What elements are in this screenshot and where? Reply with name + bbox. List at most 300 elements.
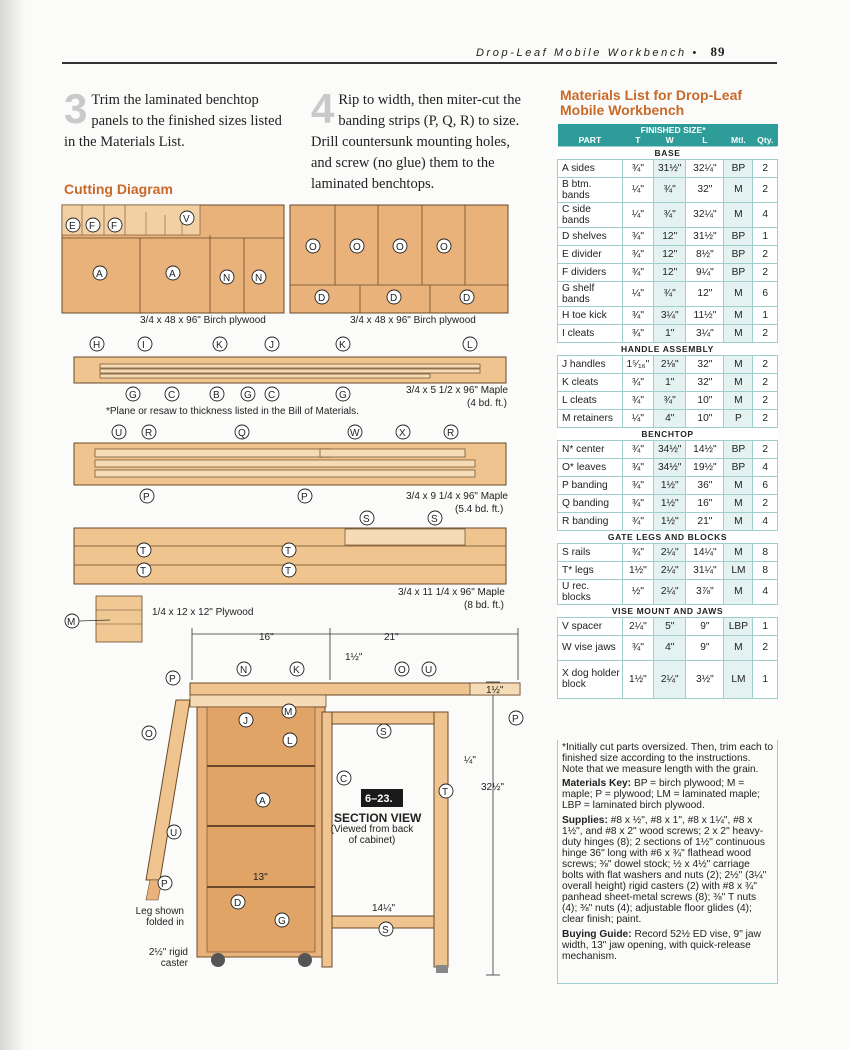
cell-t: ¾" [622,159,653,177]
figure-number: 6–23. [365,793,393,805]
svg-text:O: O [396,242,404,253]
cell-l: 3½" [686,660,724,698]
cell-qty: 4 [753,579,778,604]
cell-t: 1½" [622,660,653,698]
cell-w: 1" [654,373,686,391]
board-3-caption: 3/4 x 5 1/2 x 96" Maple [406,385,508,396]
supplies-text: #8 x ½", #8 x 1", #8 x 1¼", #8 x 1½", and #8 x 2" wood screws; 2 x 2" heavy-duty hinges (8); 2 sections of 1½" continuous hinge 36" long with #6 x ¾" flathead wood screws; ⅜" dowel stock; ½ x 4½" carriage bolts with flat washers and nuts (2); 2½" (3¼" overall height) rigid casters (2) with #8 x ¾" panhead sheet-metal screws (8); ⅜" T nuts (4); ⅜" nuts (4); adjustable floor glides (4); clear finish; paint. [562,814,767,926]
svg-text:W: W [350,428,360,439]
svg-text:U: U [115,428,123,439]
table-section-row [558,604,778,617]
cell-mtl: BP [724,458,753,476]
board-4-bdft: (5.4 bd. ft.) [455,504,504,515]
svg-text:P: P [143,492,150,503]
cell-t: ¾" [622,306,653,324]
svg-text:T: T [442,787,449,798]
cell-mtl: M [724,355,753,373]
buying-guide [562,929,773,962]
step-3-text: Trim the laminated benchtop panels to the finished sizes listed in the Materials List. [64,92,282,150]
cell-t: ¼" [622,409,653,427]
cell-w: 3¼" [654,306,686,324]
col-w: W [654,135,686,146]
svg-text:G: G [129,390,137,401]
svg-text:O: O [440,242,448,253]
cell-mtl: M [724,373,753,391]
cell-t: ¾" [622,476,653,494]
cell-part: C side bands [558,202,623,227]
table-row [558,355,778,373]
cell-w: ¾" [654,391,686,409]
cell-mtl: BP [724,159,753,177]
svg-text:S: S [382,925,389,936]
cell-w: 2¼" [654,660,686,698]
cell-l: 10" [686,409,724,427]
svg-text:J: J [269,340,274,351]
svg-text:K: K [216,340,223,351]
cell-t: ½" [622,579,653,604]
cell-qty: 2 [753,245,778,263]
cell-w: 34½" [654,458,686,476]
cell-mtl: M [724,494,753,512]
col-t: T [622,135,653,146]
cell-t: ¾" [622,391,653,409]
cell-t: ¾" [622,245,653,263]
col-qty-spacer [753,124,778,135]
cell-qty: 2 [753,409,778,427]
cell-l: 10" [686,391,724,409]
cell-part: J handles [558,355,623,373]
page-number: 89 [710,44,726,59]
svg-text:I: I [142,340,145,351]
section-name: VISE MOUNT AND JAWS [558,604,778,617]
supplies-label: Supplies: [562,814,608,826]
cell-part: O* leaves [558,458,623,476]
svg-text:G: G [244,390,252,401]
table-row [558,494,778,512]
section-name: BASE [558,146,778,159]
cell-part: N* center [558,440,623,458]
col-qty: Qty. [753,135,778,146]
cell-l: 9" [686,635,724,660]
cell-w: 2¼" [654,561,686,579]
section-name: BENCHTOP [558,427,778,440]
svg-text:M: M [67,617,76,628]
svg-text:K: K [293,665,300,676]
cell-part: A sides [558,159,623,177]
table-row [558,635,778,660]
cell-l: 8½" [686,245,724,263]
cell-part: S rails [558,543,623,561]
cell-qty: 2 [753,391,778,409]
cell-mtl: M [724,391,753,409]
materials-table [557,124,778,699]
cell-w: 1½" [654,494,686,512]
cell-part: E divider [558,245,623,263]
cell-w: 12" [654,245,686,263]
cell-l: 11½" [686,306,724,324]
table-row [558,227,778,245]
table-row [558,373,778,391]
cell-qty: 1 [753,617,778,635]
svg-text:P: P [301,492,308,503]
cell-part: I cleats [558,324,623,342]
cell-qty: 2 [753,263,778,281]
buying-guide-text: Record 52½ ED vise, 9" jaw width, 13" jaw opening, with quick-release mechanism. [562,928,761,962]
cell-qty: 2 [753,324,778,342]
cell-qty: 2 [753,177,778,202]
cell-part: B btm. bands [558,177,623,202]
svg-text:N: N [255,273,263,284]
table-section-row [558,427,778,440]
cell-t: ¾" [622,543,653,561]
leg-folded-note: Leg shown folded in [135,906,184,928]
dim-21: 21" [384,632,399,643]
cell-t: ¼" [622,177,653,202]
table-row [558,324,778,342]
svg-text:C: C [268,390,276,401]
svg-text:L: L [287,736,293,747]
table-row [558,458,778,476]
cell-mtl: M [724,579,753,604]
dim-1-5-right: 1½" [486,685,504,696]
svg-text:F: F [111,221,118,232]
running-bullet: • [692,47,699,59]
svg-text:S: S [431,514,438,525]
cell-part: W vise jaws [558,635,623,660]
svg-text:Q: Q [238,428,246,439]
dim-32-5: 32½" [481,782,505,793]
cell-l: 9¼" [686,263,724,281]
cell-qty: 8 [753,543,778,561]
svg-text:J: J [243,716,248,727]
board-1-caption: 3/4 x 48 x 96" Birch plywood [140,315,266,326]
cell-l: 21" [686,512,724,530]
svg-text:T: T [140,546,147,557]
cell-w: ¾" [654,177,686,202]
cell-t: ¾" [622,440,653,458]
svg-text:A: A [96,269,103,280]
cell-part: M retainers [558,409,623,427]
cell-part: D shelves [558,227,623,245]
running-title: Drop-Leaf Mobile Workbench [476,47,687,59]
svg-text:P: P [512,714,519,725]
step-4-text: Rip to width, then miter-cut the banding strips (P, Q, R) to size. Drill countersunk mounting holes, and screw (no glue) them to the laminated benchtops. [311,92,521,192]
cell-w: 31½" [654,159,686,177]
cell-qty: 6 [753,476,778,494]
svg-text:D: D [234,898,242,909]
cell-t: ¾" [622,635,653,660]
cell-w: 4" [654,409,686,427]
svg-text:O: O [145,729,153,740]
svg-text:R: R [145,428,153,439]
cell-l: 3¼" [686,324,724,342]
cell-t: 1⁵⁄₁₆" [622,355,653,373]
table-row [558,579,778,604]
dim-13: 13" [253,872,268,883]
cell-w: 1½" [654,476,686,494]
svg-text:H: H [93,340,101,351]
cell-qty: 4 [753,202,778,227]
cell-part: L cleats [558,391,623,409]
cell-part: H toe kick [558,306,623,324]
cell-w: 2⅛" [654,355,686,373]
table-row [558,263,778,281]
cell-qty: 1 [753,227,778,245]
cell-w: 4" [654,635,686,660]
cell-l: 32" [686,373,724,391]
step-3-number: 3 [64,85,88,132]
table-row [558,512,778,530]
svg-text:T: T [140,566,147,577]
cell-mtl: BP [724,440,753,458]
svg-text:D: D [463,293,471,304]
cell-qty: 2 [753,494,778,512]
cell-mtl: BP [724,227,753,245]
cell-part: F dividers [558,263,623,281]
supplies [562,815,773,926]
cell-l: 19½" [686,458,724,476]
cell-part: V spacer [558,617,623,635]
table-row [558,561,778,579]
svg-text:O: O [309,242,317,253]
cell-l: 14¼" [686,543,724,561]
cell-mtl: LM [724,561,753,579]
svg-text:A: A [259,796,266,807]
cell-mtl: M [724,512,753,530]
svg-text:S: S [380,727,387,738]
dim-16: 16" [259,632,274,643]
cell-part: R banding [558,512,623,530]
cell-t: ¾" [622,512,653,530]
cutting-diagram-heading: Cutting Diagram [64,181,173,197]
cell-l: 32" [686,177,724,202]
cell-mtl: LBP [724,617,753,635]
cell-t: ¼" [622,202,653,227]
board-3-bdft: (4 bd. ft.) [467,398,508,409]
svg-text:G: G [339,390,347,401]
svg-text:G: G [278,916,286,927]
cell-qty: 6 [753,281,778,306]
table-row [558,440,778,458]
cell-l: 12" [686,281,724,306]
svg-text:L: L [467,340,473,351]
svg-text:T: T [285,566,292,577]
cell-w: ¾" [654,202,686,227]
svg-text:N: N [240,665,248,676]
col-mtl-spacer [724,124,753,135]
section-view-title: SECTION VIEW [334,811,422,825]
svg-text:K: K [339,340,346,351]
svg-text:B: B [213,390,220,401]
svg-text:U: U [170,828,178,839]
cell-l: 32¼" [686,202,724,227]
cell-w: 1½" [654,512,686,530]
cell-w: 2¼" [654,579,686,604]
table-row [558,543,778,561]
cell-l: 9" [686,617,724,635]
cell-mtl: BP [724,263,753,281]
table-row [558,177,778,202]
cell-qty: 2 [753,355,778,373]
dim-1-5-top: 1½" [345,652,363,663]
step-4-number: 4 [311,85,335,132]
cell-w: 5" [654,617,686,635]
cell-t: 2¼" [622,617,653,635]
board-5-caption: 3/4 x 11 1/4 x 96" Maple [398,587,505,598]
svg-text:C: C [168,390,176,401]
cell-mtl: M [724,324,753,342]
svg-text:X: X [399,428,406,439]
cell-l: 32¼" [686,159,724,177]
col-part-spacer [558,124,623,135]
table-row [558,281,778,306]
finished-size-header: FINISHED SIZE* [622,124,724,135]
cell-l: 31½" [686,227,724,245]
cell-part: K cleats [558,373,623,391]
cell-t: ¾" [622,324,653,342]
section-name: HANDLE ASSEMBLY [558,342,778,355]
cell-l: 3⅞" [686,579,724,604]
svg-text:A: A [169,269,176,280]
section-view-subtitle: (Viewed from back of cabinet) [330,824,414,846]
col-l: L [686,135,724,146]
buying-guide-label: Buying Guide: [562,928,632,940]
svg-text:V: V [183,214,190,225]
table-section-row [558,530,778,543]
dim-1-4: ¼" [464,755,476,766]
section-view-drawing [142,628,523,975]
cell-mtl: M [724,281,753,306]
cell-part: Q banding [558,494,623,512]
svg-text:R: R [447,428,455,439]
svg-text:F: F [89,221,96,232]
cell-part: G shelf bands [558,281,623,306]
cell-t: ¾" [622,227,653,245]
materials-footnote: *Initially cut parts oversized. Then, trim each to finished size according to the instructions. Note that we measure length with the grain. [562,742,774,776]
table-section-row [558,342,778,355]
svg-text:C: C [340,774,348,785]
cell-t: ¾" [622,373,653,391]
svg-text:S: S [363,514,370,525]
board-5-bdft: (8 bd. ft.) [464,600,505,611]
table-row [558,159,778,177]
svg-text:T: T [285,546,292,557]
board-6-caption: 1/4 x 12 x 12" Plywood [152,607,254,618]
plywood-board-6 [65,596,142,642]
svg-text:D: D [318,293,326,304]
cell-mtl: M [724,202,753,227]
cell-mtl: M [724,543,753,561]
cell-l: 36" [686,476,724,494]
svg-text:D: D [390,293,398,304]
materials-key-text: BP = birch plywood; M = maple; P = plywood; LM = laminated maple; LBP = laminated birch plywood. [562,778,761,812]
cell-qty: 4 [753,458,778,476]
plywood-board-1 [62,205,284,313]
cell-mtl: M [724,177,753,202]
col-mtl: Mtl. [724,135,753,146]
cell-qty: 4 [753,512,778,530]
table-row [558,660,778,698]
board-4-caption: 3/4 x 9 1/4 x 96" Maple [406,491,508,502]
svg-text:U: U [425,665,433,676]
cell-qty: 2 [753,440,778,458]
plane-footnote: *Plane or resaw to thickness listed in the Bill of Materials. [106,406,359,417]
cell-w: 1" [654,324,686,342]
cell-w: ¾" [654,281,686,306]
cell-t: ¾" [622,263,653,281]
cell-w: 34½" [654,440,686,458]
svg-text:E: E [69,221,76,232]
cell-mtl: M [724,476,753,494]
svg-text:O: O [398,665,406,676]
cell-mtl: BP [724,245,753,263]
svg-text:P: P [169,674,176,685]
cell-part: P banding [558,476,623,494]
table-row [558,617,778,635]
svg-text:N: N [223,273,231,284]
table-row [558,245,778,263]
cell-mtl: M [724,635,753,660]
table-row [558,476,778,494]
cell-qty: 8 [753,561,778,579]
table-row [558,306,778,324]
materials-notes [557,740,778,984]
materials-key-label: Materials Key: [562,778,632,790]
cell-l: 32" [686,355,724,373]
cell-qty: 1 [753,660,778,698]
table-header [558,135,778,146]
cell-mtl: P [724,409,753,427]
maple-board-5 [74,511,506,584]
cell-part: X dog holder block [558,660,623,698]
cell-mtl: LM [724,660,753,698]
cell-w: 12" [654,263,686,281]
cell-qty: 2 [753,635,778,660]
plywood-board-2 [290,205,508,313]
cell-l: 31¼" [686,561,724,579]
cell-l: 14½" [686,440,724,458]
cell-t: ¼" [622,281,653,306]
dim-14-25: 14¼" [372,903,396,914]
cell-mtl: M [724,306,753,324]
table-header-group [558,124,778,135]
section-name: GATE LEGS AND BLOCKS [558,530,778,543]
board-2-caption: 3/4 x 48 x 96" Birch plywood [350,315,476,326]
cell-w: 12" [654,227,686,245]
materials-list-title: Materials List for Drop-Leaf Mobile Workbench [560,87,743,118]
cell-w: 2¼" [654,543,686,561]
cell-qty: 2 [753,373,778,391]
cell-part: U rec. blocks [558,579,623,604]
table-section-row [558,146,778,159]
cell-t: 1½" [622,561,653,579]
cell-qty: 1 [753,306,778,324]
table-row [558,202,778,227]
table-row [558,409,778,427]
svg-text:O: O [353,242,361,253]
cell-t: ¾" [622,494,653,512]
cell-t: ¾" [622,458,653,476]
col-part: PART [558,135,623,146]
svg-text:P: P [161,879,168,890]
cell-qty: 2 [753,159,778,177]
caster-note: 2½" rigid caster [148,947,188,969]
materials-key [562,778,773,811]
cell-l: 16" [686,494,724,512]
table-row [558,391,778,409]
svg-text:M: M [284,707,293,718]
cell-part: T* legs [558,561,623,579]
